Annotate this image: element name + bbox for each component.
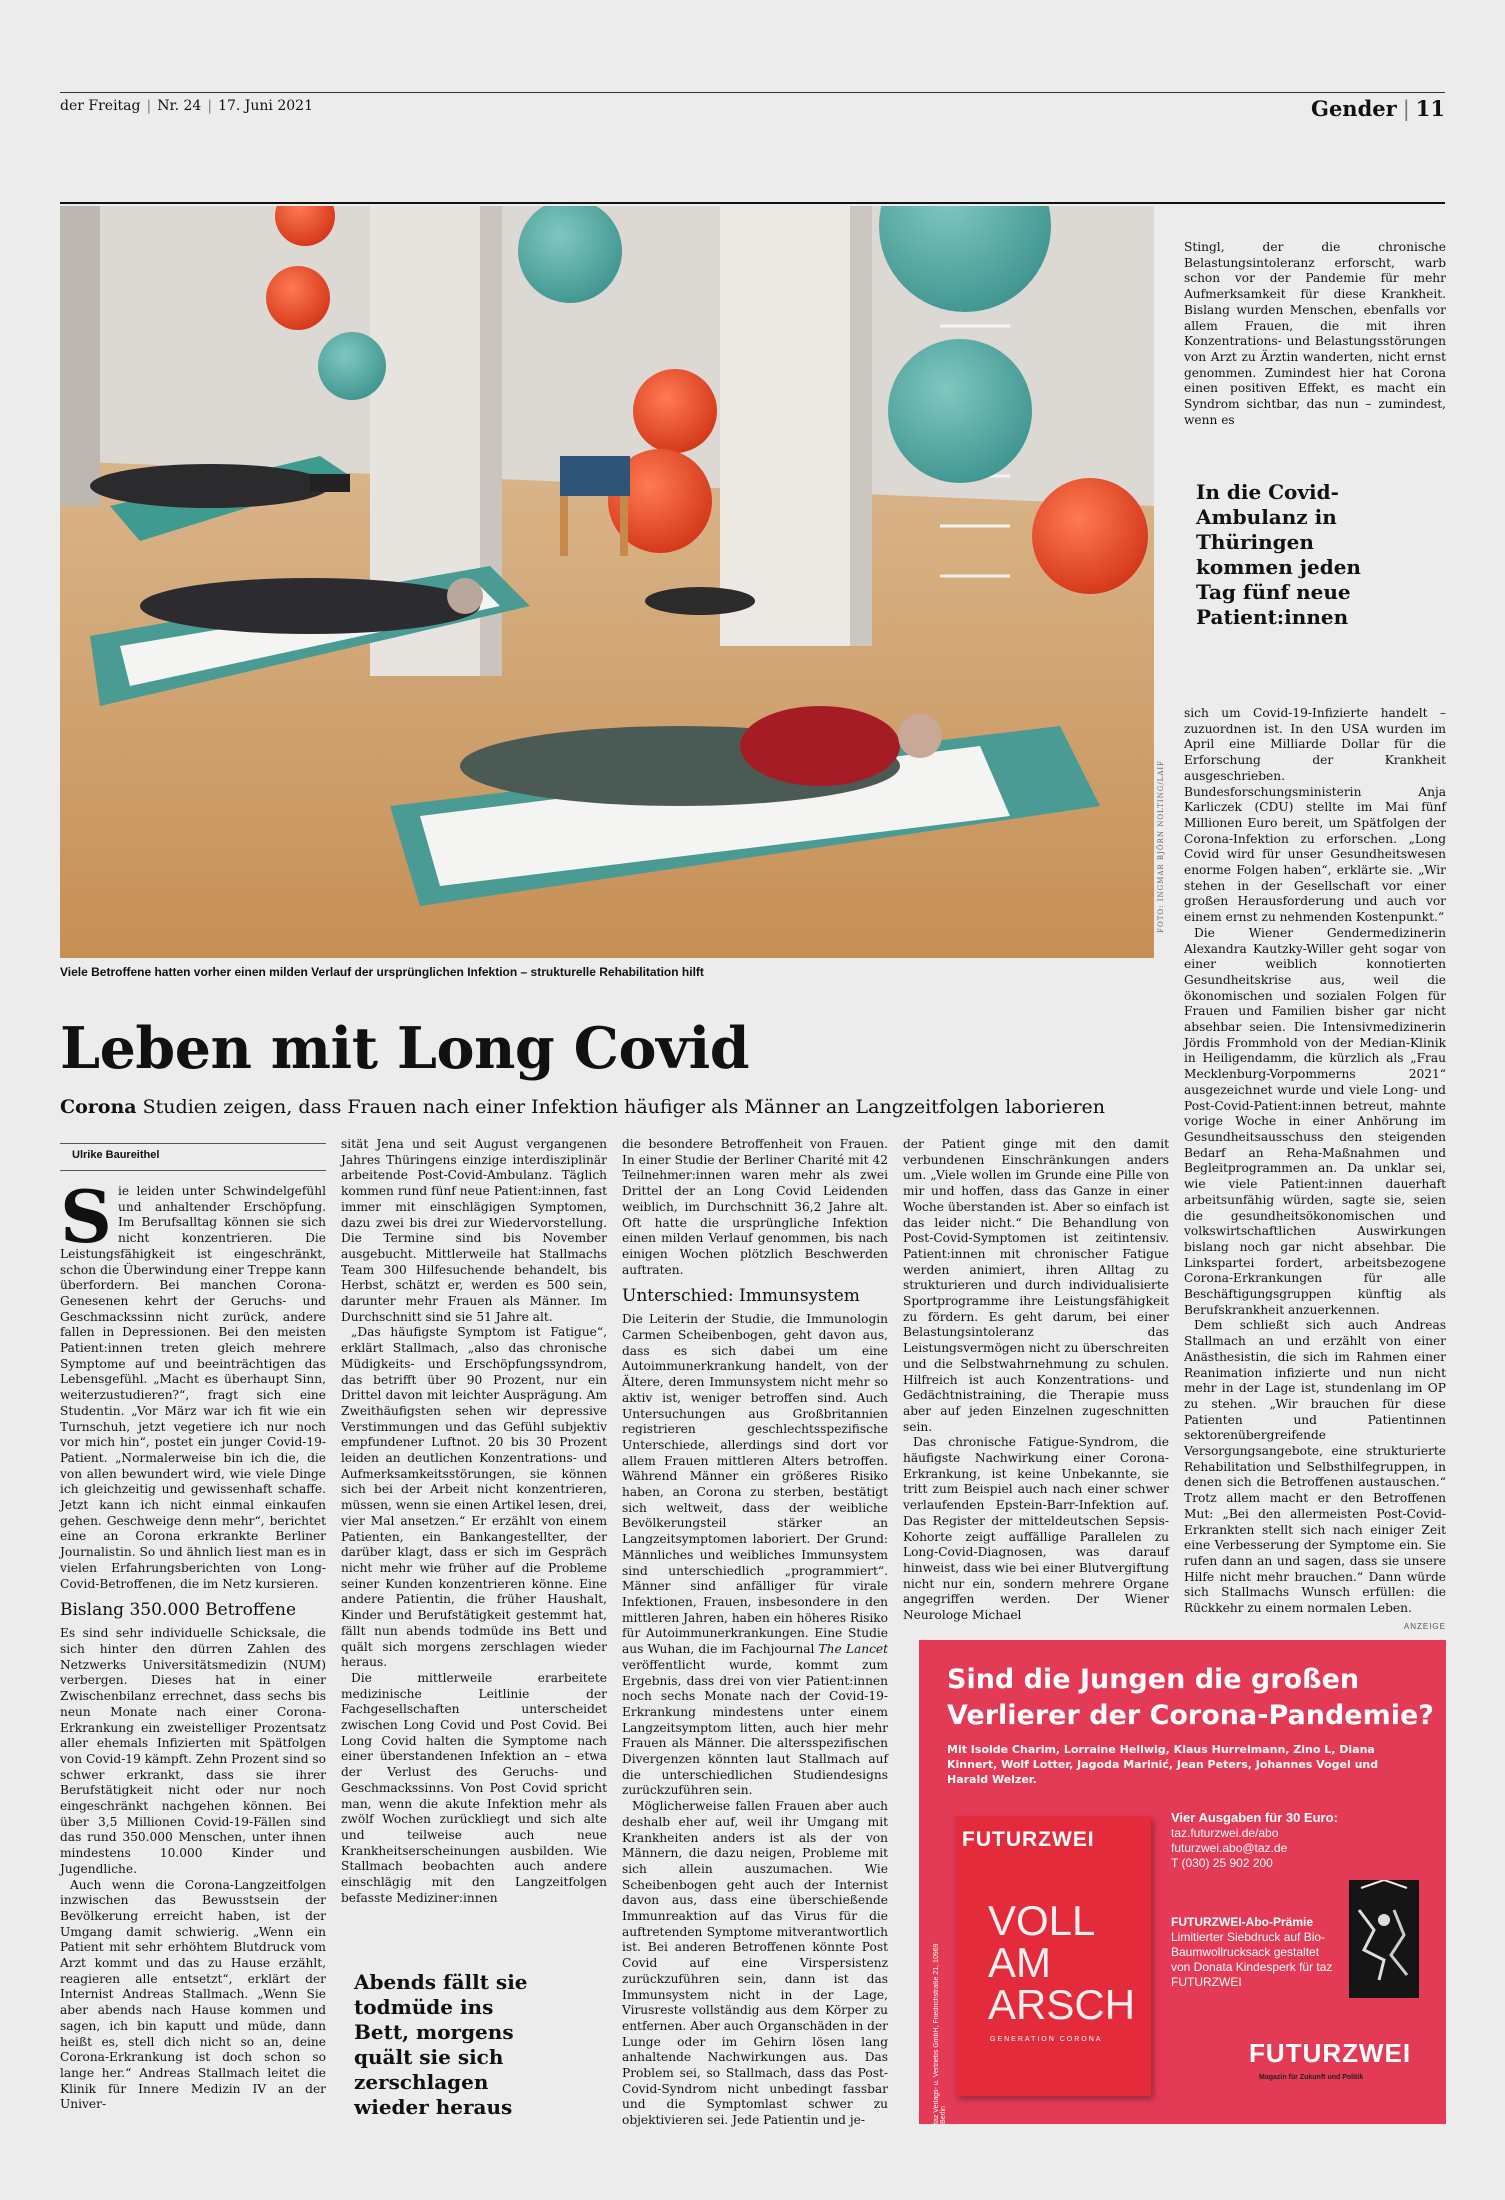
ad-email[interactable]: futurzwei.abo@taz.de	[1171, 1841, 1288, 1855]
magazine-title: VOLL AM ARSCH	[988, 1897, 1136, 2028]
ad-label: ANZEIGE	[1403, 1622, 1446, 1631]
backpack-image	[1349, 1880, 1419, 1998]
photo-credit: FOTO: INGMAR BJÖRN NOLTING/LAIF	[1157, 760, 1165, 933]
page-number: 11	[1415, 96, 1445, 121]
author-byline: Ulrike Baureithel	[72, 1149, 160, 1161]
article-column-5-top	[1184, 240, 1446, 428]
pull-quote-bottom: Abends fällt sie todmüde ins Bett, morgens quält sie sich zerschlagen wieder heraus	[354, 1970, 528, 2119]
magazine-cover	[956, 1816, 1151, 2096]
author-rule-bottom	[60, 1170, 326, 1171]
section-rule	[60, 202, 1445, 204]
subheading-betroffene: Bislang 350.000 Betroffene	[60, 1600, 297, 1621]
ad-publisher-note: taz Verlags- u. Vertriebs GmbH, Friedrichstraße 21, 10969 Berlin	[933, 1943, 947, 2124]
ad-headline: Sind die Jungen die großen Verlierer der Corona-Pandemie?	[947, 1664, 1434, 1731]
article-subhead-text: Studien zeigen, dass Frauen nach einer Infektion häufiger als Männer an Langzeitfolgen laborieren	[142, 1096, 1106, 1118]
issue-date: 17. Juni 2021	[218, 98, 313, 114]
paragraph: Auch wenn die Corona-Langzeitfolgen inzwischen das Bewusstsein der Bevölkerung erreicht haben, ist der Umgang damit schwierig. „Wenn ein Patient mit sehr erhöhtem Blutdruck vom Arzt kommt und das zu Hause erzählt, reagieren alle entsetzt“, erklärt der Internist Andreas Stallmach. „Wenn Sie aber abends nach Hause kommen und sagen, ich bin kaputt und müde, dann heißt es, stell dich nicht so an, deine Corona-Erkrankung ist doch schon so lange her.“ Andreas Stallmach leitet die Klinik für Innere Medizin IV an der Univer-	[60, 1877, 326, 2112]
ad-phone: T (030) 25 902 200	[1171, 1856, 1273, 1870]
magazine-subtitle: GENERATION CORONA	[990, 2036, 1103, 2043]
paragraph: Es sind sehr individuelle Schicksale, die sich hinter den dürren Zahlen des Netzwerks Universitätsmedizin (NUM) verbergen. Dieses hat in einer Zwischenbilanz errechnet, dass sechs bis neun Monate nach einer Corona-Erkrankung ein zweistelliger Prozentsatz aller ehemals Infizierten mit Spätfolgen von Covid-19 kämpft. Zehn Prozent sind so schwer erkrankt, dass sie ihrer Berufstätigkeit nicht oder nur noch eingeschränkt nachgehen können. Bei über 3,5 Millionen Covid-19-Fällen sind das rund 350.000 Menschen, unter ihnen mindestens 10.000 Kinder und Jugendliche.	[60, 1626, 327, 1876]
futurzwei-logo: FUTURZWEI	[1249, 2038, 1412, 2068]
paragraph: Die Wiener Gendermedizinerin Alexandra Kautzky-Willer geht sogar von einer weiblich konnotierten Gesundheitskrise aus, weil die ökonomischen und sozialen Folgen für Frauen und Familien bisher gar nicht absehbar seien. Die Intensivmedizinerin Jördis Frommhold von der Median-Klinik in Heiligendamm, die kürzlich als „Frau Mecklenburg-Vorpommerns 2021“ ausgezeichnet wurde und viele Long- und Post-Covid-Patient:innen betreut, mahnte vorige Woche in einer Anhörung im Gesundheitsausschuss den steigenden Bedarf an Reha-Maßnahmen und Begleitprogrammen an. Da unklar sei, wie viele Patient:innen dauerhaft arbeitsunfähig würden, sagte sie, seien die gesundheitsökonomischen und volkswirtschaftlichen Auswirkungen bislang noch gar nicht absehbar. Die Linkspartei fordert, arbeitsbezogene Corona-Erkrankungen für alle Beschäftigungsgruppen künftig als Berufskrankheit anzuerkennen.	[1184, 925, 1446, 1317]
article-column-4	[903, 1137, 1169, 1624]
pull-quote-side: In die Covid-Ambulanz in Thüringen kommen jeden Tag fünf neue Patient:innen	[1196, 480, 1361, 629]
ad-offer: Vier Ausgaben für 30 Euro: taz.futurzwei.de/abo futurzwei.abo@taz.de T (030) 25 902 200	[1171, 1810, 1338, 1870]
ad-authors: Mit Isolde Charim, Lorraine Hellwig, Klaus Hurrelmann, Zino L, Diana Kinnert, Wolf Lotter, Jagoda Marinić, Jean Peters, Johannes Vogel und Harald Welzer.	[947, 1743, 1379, 1786]
paragraph: Das chronische Fatigue-Syndrom, die häufigste Nachwirkung einer Corona-Erkrankung, ist keine Unbekannte, sie tritt zum Beispiel auch nach einer schwer verlaufenden Epstein-Barr-Infektion auf. Das Register der mitteldeutschen Sepsis-Kohorte zeigt auffällige Parallelen zu Long-Covid-Diagnosen, was darauf hinweist, dass wie bei einer Blutvergiftung nicht nur ein, sondern mehrere Organe angegriffen werden. Der Wiener Neurologe Michael	[903, 1435, 1169, 1623]
issue-number: Nr. 24	[157, 98, 202, 114]
journal-name: The Lancet	[818, 1642, 889, 1657]
paragraph: Stingl, der die chronische Belastungsintoleranz erforscht, warb schon vor der Pandemie für mehr Aufmerksamkeit für diese Krankheit. Bislang wurden Menschen, ebenfalls vor allem Frauen, die mit ihren Konzentrations- und Belastungsstörungen von Arzt zu Ärztin wanderten, nicht ernst genommen. Zumindest hier hat Corona einen positiven Effekt, es macht ein Syndrom sichtbar, das nun – zumindest, wenn es	[1184, 240, 1446, 427]
paragraph: die besondere Betroffenheit von Frauen. In einer Studie der Berliner Charité mit 42 Teilnehmer:innen waren mehr als zwei Drittel der an Long Covid Leidenden weiblich, im Durchschnitt 36,2 Jahre alt. Oft hatte die ursprüngliche Infektion einen milden Verlauf genommen, bis nach einigen Wochen plötzlich Beschwerden auftraten.	[622, 1137, 888, 1277]
section-name: Gender	[1311, 96, 1397, 121]
header-rule	[60, 92, 1445, 93]
backpack-icon	[1349, 1880, 1419, 1998]
author-rule-top	[60, 1143, 326, 1144]
publication-name: der Freitag	[60, 98, 141, 114]
header-section: Gender | 11	[1311, 96, 1445, 121]
futurzwei-tagline: Magazin für Zukunft und Politik	[1259, 2074, 1364, 2081]
rehab-gym-illustration	[60, 206, 1154, 958]
article-headline: Leben mit Long Covid	[60, 1015, 750, 1082]
ad-praemie: FUTURZWEI-Abo-Prämie Limitierter Siebdruck auf Bio-Baumwollrucksack gestaltet von Donata Kindesperk für taz FUTURZWEI	[1171, 1915, 1333, 1989]
paragraph: Die mittlerweile erarbeitete medizinische Leitlinie der Fachgesellschaften unterscheidet zwischen Long Covid und Post Covid. Bei Long Covid halten die Symptome nach einer überstandenen Infektion an – etwa der Verlust des Geruchs- und Geschmackssinns. Von Post Covid spricht man, wenn die akute Infektion mehr als zwölf Wochen zurückliegt und sich alte und teilweise auch neue Krankheitserscheinungen ausbilden. Wie Stallmach beobachten auch andere einschlägig mit den Langzeitfolgen befasste Mediziner:innen	[341, 1670, 607, 1905]
paragraph: Sie leiden unter Schwindelgefühl und anhaltender Erschöpfung. Im Berufsalltag können sie sich nicht konzentrieren. Die Leistungsfähigkeit ist eingeschränkt, schon die Überwindung einer Treppe kann überfordern. Bei manchen Corona-Genesenen kehrt der Geruchs- und Geschmackssinn nicht zurück, andere fallen in Depressionen. Bei den meisten Patient:innen treten gleich mehrere Symptome auf und beeinträchtigen das Lebensgefühl. „Macht es überhaupt Sinn, weiterzustudieren?“, fragt sich eine Studentin. „Vor März war ich fit wie ein Turnschuh, jetzt vegetiere ich nur noch vor mich hin“, postet ein junger Covid-19-Patient. „Normalerweise bin ich die, die von allen bewundert wird, wie viele Dinge ich gleichzeitig und gewissenhaft schaffe. Jetzt kann ich nicht einmal einkaufen gehen. Geschweige denn mehr“, berichtet eine an Corona erkrankte Berliner Journalistin. So und ähnlich liest man es in vielen Erfahrungsberichten von Long-Covid-Betroffenen, die im Netz kursieren.	[60, 1174, 326, 1591]
header-publication-line: der Freitag | Nr. 24 | 17. Juni 2021	[60, 98, 313, 114]
drop-cap: S	[60, 1174, 112, 1259]
paragraph: „Das häufigste Symptom ist Fatigue“, erklärt Stallmach, „also das chronische Müdigkeits- und Erschöpfungssyndrom, das betrifft über 90 Prozent, nur ein Drittel davon mit leichter Ausprägung. Am Zweithäufigsten sehen wir depressive Verstimmungen und das Gefühl subjektiv empfundener Luftnot. 20 bis 30 Prozent leiden an deutlichen Konzentrations- und Aufmerksamkeitsstörungen, sie können sich bei der Arbeit nicht konzentrieren, müssen, wenn sie einen Artikel lesen, drei, vier Mal ansetzen.“ Er erzählt von einem Patienten, ein Bankangestellter, der darüber klagt, dass er sich im Gespräch nicht mehr wie früher auf die Probleme seiner Kunden konzentrieren könne. Eine andere Patientin, die früher Haushalt, Kinder und Berufstätigkeit gestemmt hat, fällt nun abends todmüde ins Bett und quält sich morgens zerschlagen wieder heraus.	[341, 1325, 607, 1670]
article-column-3	[622, 1137, 888, 2129]
paragraph: Möglicherweise fallen Frauen aber auch deshalb eher auf, weil ihr Umgang mit Krankheiten anders ist als der von Männern, die dazu neigen, Probleme mit sich allein auszumachen. Wie Scheibenbogen geht auch der Internist davon aus, dass eine überschießende Immunreaktion auf das Virus für die auftretenden Symptome mitverantwortlich ist. Bei anderen Betroffenen könnte Post Covid auf eine Virspersistenz zurückzuführen sein, dann ist das Immunsystem nicht in der Lage, Virusreste vollständig aus dem Körper zu entfernen. Aber auch Organschäden in der Lunge oder im Gehirn lösen lang anhaltende Nachwirkungen aus. Das Problem sei, so Stallmach, dass das Post-Covid-Syndrom nicht unbedingt fassbar und die Symptomlast schwer zu objektivieren sei. Jede Patientin und je-	[622, 1799, 888, 2128]
ad-url[interactable]: taz.futurzwei.de/abo	[1171, 1826, 1279, 1840]
article-column-1	[60, 1174, 327, 2113]
article-photo	[60, 206, 1154, 958]
paragraph: Dem schließt sich auch Andreas Stallmach an und erzählt von einer Anästhesistin, die sich im Rahmen einer Reanimation infizierte und nun nicht mehr in der Lage ist, stundenlang im OP zu stehen. „Wir brauchen für diese Patienten und Patientinnen sektorenübergreifende Versorgungsangebote, eine strukturierte Rehabilitation und Selbsthilfegruppen, in denen sich die Betroffenen austauschen.“ Trotz allem macht er den Betroffenen Mut: „Bei den allermeisten Post-Covid-Erkrankten stellt sich nach einiger Zeit eine Verbesserung der Symptome ein. Sie rufen dann an und sagen, dass sie unsere Hilfe nicht mehr brauchen.“ Dann würde sich Stallmachs Wunsch erfüllen: die Rückkehr zu einem normalen Leben.	[1184, 1318, 1446, 1616]
magazine-logo: FUTURZWEI	[962, 1828, 1095, 1851]
subheading-immunsystem: Unterschied: Immunsystem	[622, 1286, 860, 1307]
paragraph: der Patient ginge mit den damit verbundenen Einschränkungen anders um. „Viele wollen im Grunde eine Pille von mir und hoffen, dass das Ganze in einer Woche überstanden ist. Aber so einfach ist das leider nicht.“ Die Behandlung von Post-Covid-Symptomen ist zeitintensiv. Patient:innen mit chronischer Fatigue werden animiert, ihren Alltag zu strukturieren und durch individualisierte Sportprogramme ihre Leistungsfähigkeit zu fördern. Es geht darum, bei einer Belastungsintoleranz das Leistungsvermögen nicht zu überschreiten und die Selbstwahrnehmung zu schulen. Hilfreich ist auch Konzentrations- und Gedächtnistraining, die Therapie muss aber auf jeden Einzelnen zugeschnitten sein.	[903, 1137, 1169, 1434]
paragraph: sich um Covid-19-Infizierte handelt – zuzuordnen ist. In den USA wurden im April eine Milliarde Dollar für die Erforschung der Krankheit ausgeschrieben. Bundesforschungsministerin Anja Karliczek (CDU) stellte im Mai fünf Millionen Euro bereit, um Spätfolgen der Corona-Infektion zu erforschen. „Long Covid wird für unser Gesundheitswesen enorme Folgen haben“, erklärte sie. „Wir stehen in der Gesellschaft vor einer großen Herausforderung und auch vor einem ernst zu nehmenden Kostenpunkt.“	[1184, 706, 1446, 925]
paragraph: Die Leiterin der Studie, die Immunologin Carmen Scheibenbogen, geht davon aus, dass es sich dabei um eine Autoimmunerkrankung handelt, von der Ältere, deren Immunsystem nicht mehr so aktiv ist, weniger betroffen sind. Auch Untersuchungen aus Großbritannien registrieren geschlechtsspezifische Unterschiede, allerdings sind dort vor allem Frauen mittleren Alters betroffen. Während Männer ein größeres Risiko haben, an Corona zu sterben, bestätigt sich weltweit, dass der weibliche Bevölkerungsteil stärker an Langzeitsymptomen laboriert. Der Grund: Männliches und weibliches Immunsystem sind unterschiedlich „programmiert“. Männer sind anfälliger für virale Infektionen, Frauen, insbesondere in den mittleren Jahren, haben ein höheres Risiko für Autoimmunerkrankungen. Eine Studie aus Wuhan, die im Fachjournal The Lancet veröffentlicht wurde, kommt zum Ergebnis, dass drei von vier Patient:innen noch sechs Monate nach der Covid-19-Erkrankung mindestens unter einem Langzeitsymptom litten, auch hier mehr Frauen als Männer. Die altersspezifischen Divergenzen könnten laut Stallmach auf die unterschiedlichen Studiendesigns zurückzuführen sein.	[622, 1312, 889, 1798]
article-column-5	[1184, 706, 1446, 1617]
photo-caption: Viele Betroffene hatten vorher einen milden Verlauf der ursprünglichen Infektion – strukturelle Rehabilitation hilft	[60, 965, 704, 979]
article-subhead	[60, 1096, 1160, 1118]
article-column-2	[341, 1137, 607, 1906]
advertisement-futurzwei[interactable]	[919, 1640, 1446, 2124]
article-kicker: Corona	[60, 1096, 137, 1118]
paragraph: sität Jena und seit August vergangenen Jahres Thüringens einzige interdisziplinär arbeitende Post-Covid-Ambulanz. Täglich kommen rund fünf neue Patient:innen, fast immer mit einschlägigen Symptomen, dazu zwei bis drei zur Wiedervorstellung. Die Termine sind bis November ausgebucht. Mittlerweile hat Stallmachs Team 300 Hilfesuchende behandelt, bis Herbst, schätzt er, werden es 500 sein, darunter mehr Frauen als Männer. Im Durchschnitt sind sie 51 Jahre alt.	[341, 1137, 607, 1324]
